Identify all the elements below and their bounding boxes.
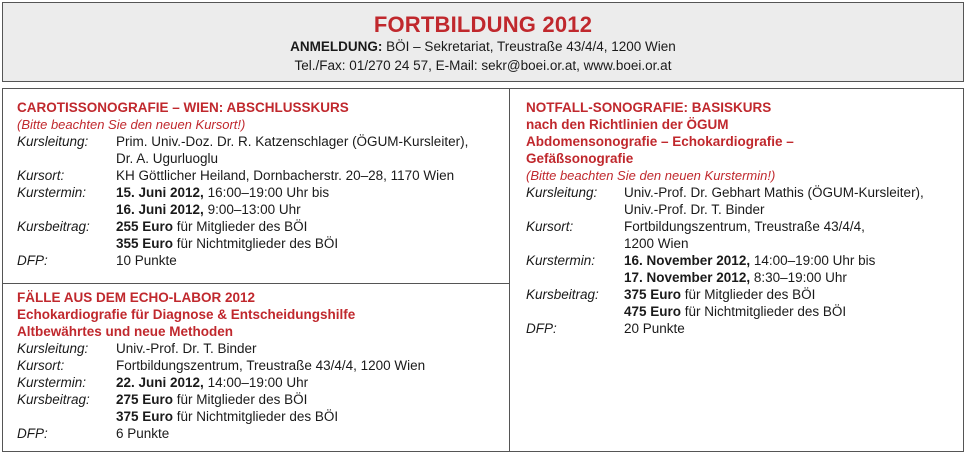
course-details — [17, 340, 425, 442]
value-kurstermin: 17. November 2012, 8:30–19:00 Uhr — [624, 270, 847, 285]
value-kursleitung: Univ.-Prof. Dr. T. Binder — [116, 341, 257, 356]
label-kursbeitrag: Kursbeitrag: — [17, 219, 90, 234]
value-kursbeitrag: 375 Euro für Mitglieder des BÖI — [624, 287, 816, 302]
course-subtitle: Echokardiografie für Diagnose & Entscheidungshilfe — [17, 307, 356, 322]
course-subtitle: Altbewährtes und neue Methoden — [17, 324, 234, 339]
value-kursbeitrag: 275 Euro für Mitglieder des BÖI — [116, 392, 308, 407]
value-kurstermin: 15. Juni 2012, 16:00–19:00 Uhr bis — [116, 185, 330, 200]
label-kursleitung: Kursleitung: — [17, 134, 89, 149]
value-kursbeitrag: 375 Euro für Nichtmitglieder des BÖI — [116, 409, 339, 424]
value-dfp: 10 Punkte — [116, 253, 177, 268]
label-kursort: Kursort: — [17, 168, 65, 183]
label-kursbeitrag: Kursbeitrag: — [526, 287, 599, 302]
label-kursort: Kursort: — [17, 358, 65, 373]
value-kursort: Fortbildungszentrum, Treustraße 43/4/4, 1200 Wien — [116, 358, 426, 373]
course-title: NOTFALL-SONOGRAFIE: BASISKURS — [526, 100, 772, 115]
course-echo-labor — [2, 284, 510, 452]
course-note: (Bitte beachten Sie den neuen Kursort!) — [17, 117, 246, 132]
course-notfall-sonografie — [510, 88, 964, 452]
value-dfp: 6 Punkte — [116, 426, 170, 441]
value-kursleitung: Univ.-Prof. Dr. T. Binder — [624, 202, 765, 217]
header-box — [2, 2, 964, 82]
value-kursort: Fortbildungszentrum, Treustraße 43/4/4, — [624, 219, 865, 234]
contact-line: Tel./Fax: 01/270 24 57, E-Mail: sekr@boei.or.at, www.boei.or.at — [294, 58, 672, 73]
registration-address: BÖI – Sekretariat, Treustraße 43/4/4, 1200 Wien — [386, 39, 676, 54]
value-kursort: 1200 Wien — [624, 236, 689, 251]
course-title: CAROTISSONOGRAFIE – WIEN: ABSCHLUSSKURS — [17, 100, 349, 115]
value-kursort: KH Göttlicher Heiland, Dornbacherstr. 20–28, 1170 Wien — [116, 168, 455, 183]
label-kursbeitrag: Kursbeitrag: — [17, 392, 90, 407]
course-details — [17, 133, 468, 269]
value-kurstermin: 22. Juni 2012, 14:00–19:00 Uhr — [116, 375, 309, 390]
course-subtitle: Abdomensonografie – Echokardiografie – — [526, 134, 794, 149]
label-kurstermin: Kurstermin: — [526, 253, 596, 268]
course-note: (Bitte beachten Sie den neuen Kurstermin!) — [526, 168, 776, 183]
label-kursort: Kursort: — [526, 219, 574, 234]
value-kurstermin: 16. November 2012, 14:00–19:00 Uhr bis — [624, 253, 876, 268]
value-kursbeitrag: 355 Euro für Nichtmitglieder des BÖI — [116, 236, 339, 251]
label-kursleitung: Kursleitung: — [17, 341, 89, 356]
label-kursleitung: Kursleitung: — [526, 185, 598, 200]
value-kursbeitrag: 255 Euro für Mitglieder des BÖI — [116, 219, 308, 234]
registration-line — [3, 37, 963, 56]
label-dfp: DFP: — [17, 253, 48, 268]
course-details — [526, 184, 924, 337]
value-dfp: 20 Punkte — [624, 321, 685, 336]
value-kursleitung: Dr. A. Ugurluoglu — [116, 151, 219, 166]
course-title: FÄLLE AUS DEM ECHO-LABOR 2012 — [17, 290, 256, 305]
label-dfp: DFP: — [17, 426, 48, 441]
label-kurstermin: Kurstermin: — [17, 375, 87, 390]
value-kursleitung: Univ.-Prof. Dr. Gebhart Mathis (ÖGUM-Kursleiter), — [624, 185, 924, 200]
label-kurstermin: Kurstermin: — [17, 185, 87, 200]
label-dfp: DFP: — [526, 321, 557, 336]
value-kursleitung: Prim. Univ.-Doz. Dr. R. Katzenschlager (ÖGUM-Kursleiter), — [116, 134, 469, 149]
value-kursbeitrag: 475 Euro für Nichtmitglieder des BÖI — [624, 304, 847, 319]
registration-label: ANMELDUNG: — [290, 39, 383, 54]
course-carotis — [2, 88, 510, 284]
course-subtitle: Gefäßsonografie — [526, 151, 634, 166]
page-title: FORTBILDUNG 2012 — [373, 12, 593, 37]
value-kurstermin: 16. Juni 2012, 9:00–13:00 Uhr — [116, 202, 301, 217]
course-subtitle: nach den Richtlinien der ÖGUM — [526, 117, 729, 132]
